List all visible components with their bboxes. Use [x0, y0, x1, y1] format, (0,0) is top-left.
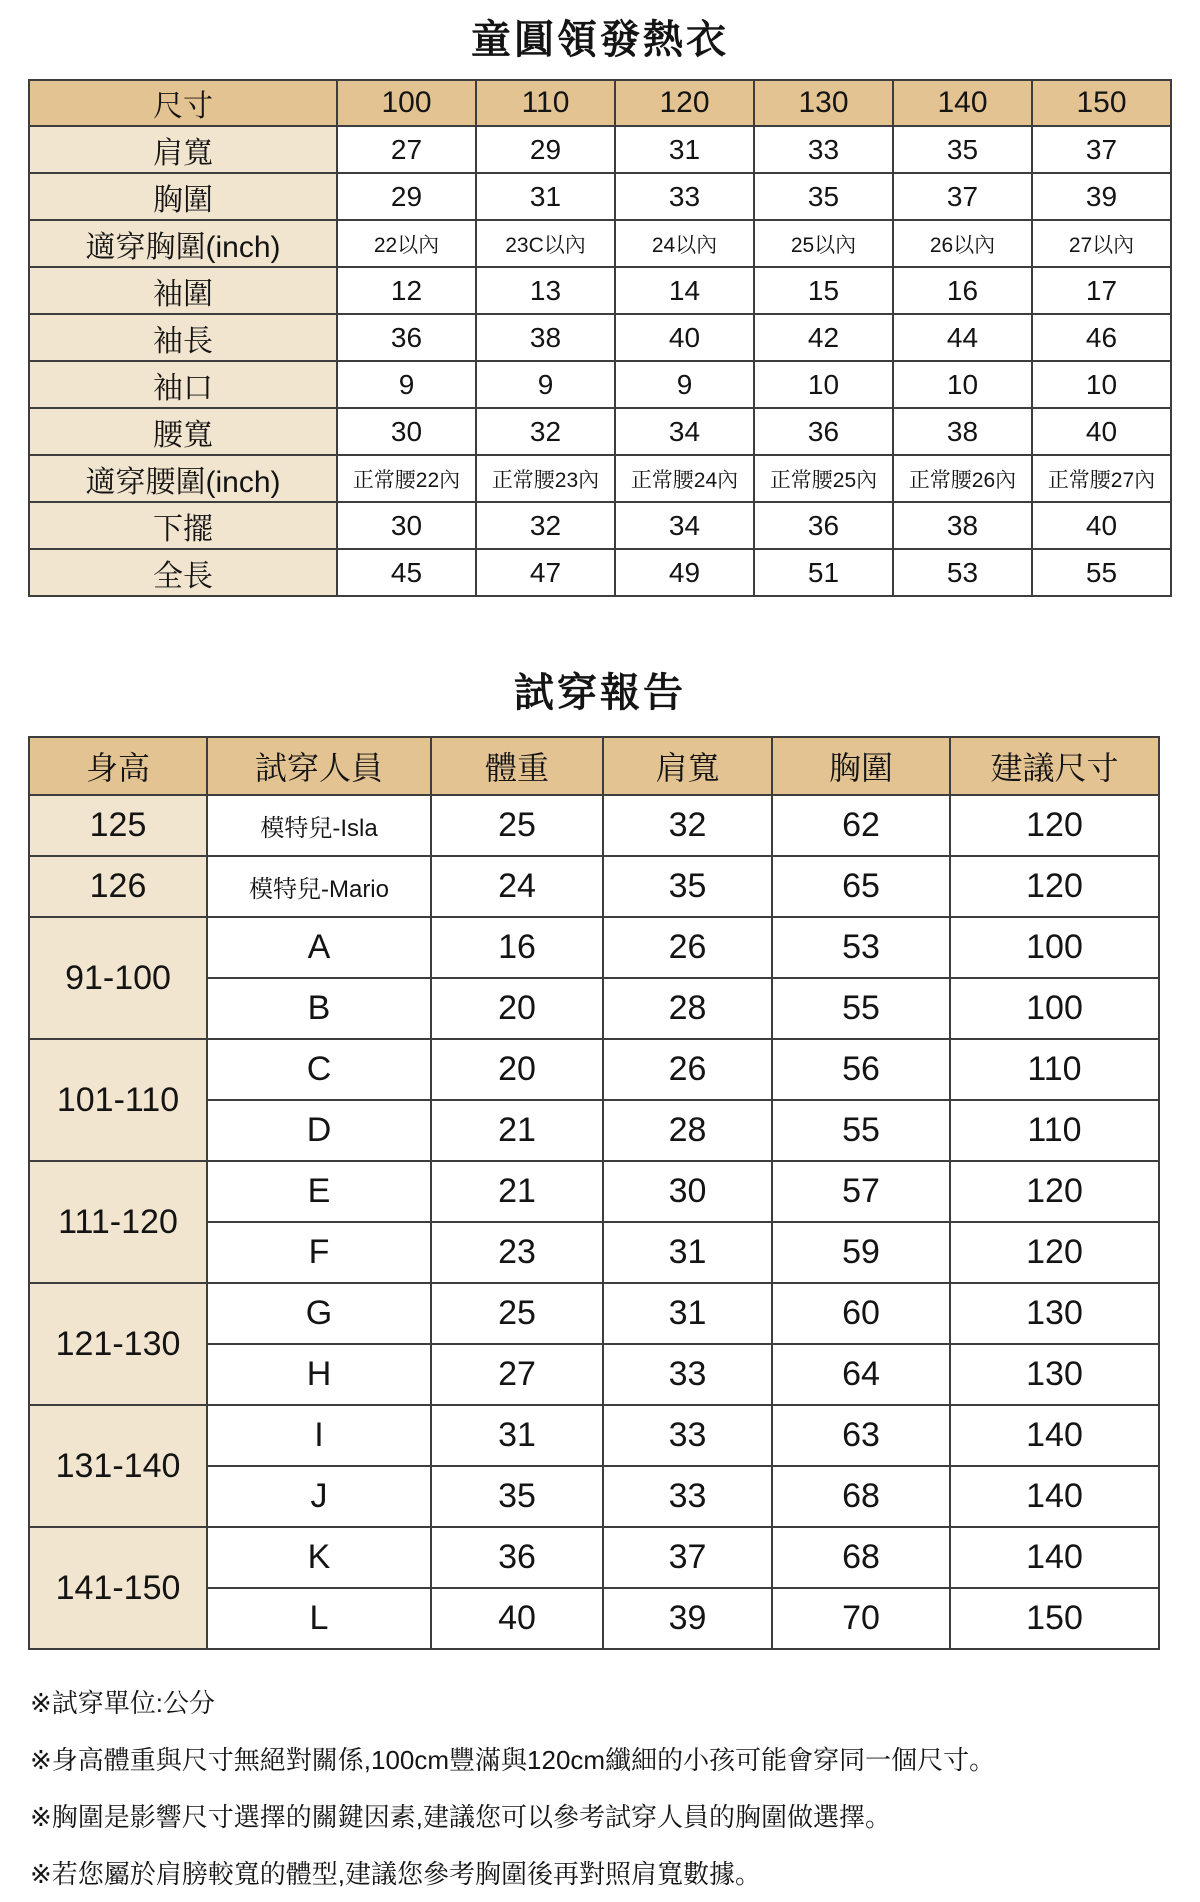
fitting-report-title: 試穿報告: [514, 671, 686, 715]
measure-value: 39: [1032, 173, 1171, 220]
measure-label: 腰寬: [29, 408, 337, 455]
size-chart-table: [28, 79, 1172, 597]
fitting-report-row: [29, 1039, 1159, 1100]
shoulder-width: 39: [603, 1588, 772, 1649]
measure-value: 45: [337, 549, 476, 596]
measure-value: 30: [337, 408, 476, 455]
recommended-size: 120: [950, 1222, 1159, 1283]
chest: 59: [772, 1222, 950, 1283]
fit-column-header: 身高: [29, 737, 207, 795]
size-column-header: 120: [615, 80, 754, 126]
measure-value: 12: [337, 267, 476, 314]
measure-value: 33: [615, 173, 754, 220]
measure-value: 38: [893, 502, 1032, 549]
measure-value: 正常腰25內: [754, 455, 893, 502]
measure-label: 適穿胸圍(inch): [29, 220, 337, 267]
measure-value: 34: [615, 502, 754, 549]
chest: 60: [772, 1283, 950, 1344]
size-column-header: 140: [893, 80, 1032, 126]
measure-value: 正常腰27內: [1032, 455, 1171, 502]
measure-value: 30: [337, 502, 476, 549]
fit-column-header: 肩寬: [603, 737, 772, 795]
recommended-size: 120: [950, 795, 1159, 856]
tester: K: [207, 1527, 431, 1588]
fitting-report-row: [29, 1527, 1159, 1588]
measure-value: 29: [476, 126, 615, 173]
measure-value: 25以內: [754, 220, 893, 267]
chest: 65: [772, 856, 950, 917]
measure-label: 胸圍: [29, 173, 337, 220]
measure-value: 14: [615, 267, 754, 314]
measure-value: 正常腰24內: [615, 455, 754, 502]
measure-value: 55: [1032, 549, 1171, 596]
measure-label: 袖口: [29, 361, 337, 408]
measure-value: 51: [754, 549, 893, 596]
measure-value: 35: [754, 173, 893, 220]
fit-column-header: 試穿人員: [207, 737, 431, 795]
measure-value: 27以內: [1032, 220, 1171, 267]
weight: 20: [431, 978, 603, 1039]
height-range: 141-150: [29, 1527, 207, 1649]
measure-value: 37: [1032, 126, 1171, 173]
recommended-size: 140: [950, 1405, 1159, 1466]
measure-label: 袖圍: [29, 267, 337, 314]
measure-value: 31: [615, 126, 754, 173]
weight: 35: [431, 1466, 603, 1527]
chest: 68: [772, 1466, 950, 1527]
tester: F: [207, 1222, 431, 1283]
tester: 模特兒-Isla: [207, 795, 431, 856]
measure-value: 33: [754, 126, 893, 173]
recommended-size: 110: [950, 1100, 1159, 1161]
measure-label: 肩寬: [29, 126, 337, 173]
shoulder-width: 26: [603, 917, 772, 978]
measure-value: 22以內: [337, 220, 476, 267]
measure-value: 26以內: [893, 220, 1032, 267]
weight: 20: [431, 1039, 603, 1100]
measure-value: 10: [893, 361, 1032, 408]
size-chart-row: [29, 408, 1171, 455]
chest: 55: [772, 978, 950, 1039]
measure-value: 正常腰26內: [893, 455, 1032, 502]
recommended-size: 130: [950, 1344, 1159, 1405]
fitting-report-row: [29, 856, 1159, 917]
size-chart-row: [29, 361, 1171, 408]
weight: 25: [431, 795, 603, 856]
height-range: 126: [29, 856, 207, 917]
measure-value: 10: [754, 361, 893, 408]
size-chart-corner-header: 尺寸: [29, 80, 337, 126]
size-column-header: 150: [1032, 80, 1171, 126]
footnotes-section: [28, 1686, 1172, 1891]
size-chart-row: [29, 455, 1171, 502]
measure-label: 下擺: [29, 502, 337, 549]
size-column-header: 100: [337, 80, 476, 126]
measure-value: 17: [1032, 267, 1171, 314]
recommended-size: 130: [950, 1283, 1159, 1344]
height-range: 121-130: [29, 1283, 207, 1405]
size-chart-header-row: [29, 80, 1171, 126]
chest: 63: [772, 1405, 950, 1466]
footnote-shoulder: ※若您屬於肩膀較寬的體型,建議您參考胸圍後再對照肩寬數據。: [30, 1859, 762, 1889]
size-chart-row: [29, 220, 1171, 267]
shoulder-width: 37: [603, 1527, 772, 1588]
measure-value: 53: [893, 549, 1032, 596]
tester: C: [207, 1039, 431, 1100]
weight: 31: [431, 1405, 603, 1466]
shoulder-width: 30: [603, 1161, 772, 1222]
measure-value: 31: [476, 173, 615, 220]
measure-label: 全長: [29, 549, 337, 596]
fitting-report-row: [29, 1161, 1159, 1222]
chest: 53: [772, 917, 950, 978]
size-column-header: 110: [476, 80, 615, 126]
chest: 64: [772, 1344, 950, 1405]
measure-value: 40: [1032, 408, 1171, 455]
tester: H: [207, 1344, 431, 1405]
height-range: 111-120: [29, 1161, 207, 1283]
recommended-size: 140: [950, 1466, 1159, 1527]
measure-value: 27: [337, 126, 476, 173]
shoulder-width: 33: [603, 1405, 772, 1466]
chest: 70: [772, 1588, 950, 1649]
measure-value: 9: [476, 361, 615, 408]
measure-value: 36: [337, 314, 476, 361]
measure-value: 15: [754, 267, 893, 314]
size-chart-row: [29, 502, 1171, 549]
measure-value: 29: [337, 173, 476, 220]
measure-value: 49: [615, 549, 754, 596]
chest: 55: [772, 1100, 950, 1161]
weight: 23: [431, 1222, 603, 1283]
measure-value: 44: [893, 314, 1032, 361]
fitting-report-row: [29, 795, 1159, 856]
shoulder-width: 33: [603, 1466, 772, 1527]
measure-value: 32: [476, 502, 615, 549]
measure-value: 40: [615, 314, 754, 361]
measure-value: 35: [893, 126, 1032, 173]
weight: 36: [431, 1527, 603, 1588]
tester: 模特兒-Mario: [207, 856, 431, 917]
weight: 16: [431, 917, 603, 978]
shoulder-width: 35: [603, 856, 772, 917]
chest: 56: [772, 1039, 950, 1100]
shoulder-width: 31: [603, 1283, 772, 1344]
fit-column-header: 建議尺寸: [950, 737, 1159, 795]
tester: L: [207, 1588, 431, 1649]
weight: 24: [431, 856, 603, 917]
weight: 40: [431, 1588, 603, 1649]
shoulder-width: 28: [603, 1100, 772, 1161]
measure-value: 34: [615, 408, 754, 455]
fitting-report-header-row: [29, 737, 1159, 795]
tester: A: [207, 917, 431, 978]
page-title: 童圓領發熱衣: [471, 18, 729, 62]
fit-column-header: 胸圍: [772, 737, 950, 795]
measure-value: 42: [754, 314, 893, 361]
shoulder-width: 33: [603, 1344, 772, 1405]
shoulder-width: 28: [603, 978, 772, 1039]
measure-value: 36: [754, 408, 893, 455]
tester: I: [207, 1405, 431, 1466]
measure-value: 23C以內: [476, 220, 615, 267]
tester: G: [207, 1283, 431, 1344]
tester: D: [207, 1100, 431, 1161]
measure-value: 37: [893, 173, 1032, 220]
measure-value: 38: [893, 408, 1032, 455]
fitting-report-row: [29, 1283, 1159, 1344]
size-column-header: 130: [754, 80, 893, 126]
recommended-size: 150: [950, 1588, 1159, 1649]
size-chart-row: [29, 173, 1171, 220]
weight: 21: [431, 1100, 603, 1161]
shoulder-width: 31: [603, 1222, 772, 1283]
measure-value: 38: [476, 314, 615, 361]
measure-value: 正常腰22內: [337, 455, 476, 502]
tester: J: [207, 1466, 431, 1527]
fitting-report-row: [29, 1405, 1159, 1466]
weight: 25: [431, 1283, 603, 1344]
weight: 27: [431, 1344, 603, 1405]
recommended-size: 110: [950, 1039, 1159, 1100]
size-chart-row: [29, 549, 1171, 596]
chest: 62: [772, 795, 950, 856]
measure-value: 36: [754, 502, 893, 549]
size-chart-row: [29, 267, 1171, 314]
chest: 57: [772, 1161, 950, 1222]
measure-value: 32: [476, 408, 615, 455]
measure-label: 袖長: [29, 314, 337, 361]
recommended-size: 120: [950, 1161, 1159, 1222]
footnote-height-weight: ※身高體重與尺寸無絕對關係,100cm豐滿與120cm纖細的小孩可能會穿同一個尺寸。: [30, 1745, 996, 1775]
height-range: 101-110: [29, 1039, 207, 1161]
fitting-report-table: [28, 736, 1160, 1650]
measure-value: 10: [1032, 361, 1171, 408]
recommended-size: 100: [950, 917, 1159, 978]
height-range: 131-140: [29, 1405, 207, 1527]
measure-value: 9: [337, 361, 476, 408]
height-range: 125: [29, 795, 207, 856]
measure-value: 24以內: [615, 220, 754, 267]
recommended-size: 140: [950, 1527, 1159, 1588]
measure-value: 46: [1032, 314, 1171, 361]
tester: B: [207, 978, 431, 1039]
size-chart-row: [29, 126, 1171, 173]
chest: 68: [772, 1527, 950, 1588]
height-range: 91-100: [29, 917, 207, 1039]
measure-value: 47: [476, 549, 615, 596]
measure-label: 適穿腰圍(inch): [29, 455, 337, 502]
tester: E: [207, 1161, 431, 1222]
weight: 21: [431, 1161, 603, 1222]
measure-value: 40: [1032, 502, 1171, 549]
shoulder-width: 32: [603, 795, 772, 856]
shoulder-width: 26: [603, 1039, 772, 1100]
measure-value: 9: [615, 361, 754, 408]
recommended-size: 100: [950, 978, 1159, 1039]
fitting-report-row: [29, 917, 1159, 978]
measure-value: 正常腰23內: [476, 455, 615, 502]
size-chart-row: [29, 314, 1171, 361]
measure-value: 13: [476, 267, 615, 314]
fit-column-header: 體重: [431, 737, 603, 795]
recommended-size: 120: [950, 856, 1159, 917]
footnote-chest: ※胸圍是影響尺寸選擇的關鍵因素,建議您可以參考試穿人員的胸圍做選擇。: [30, 1802, 892, 1832]
footnote-units: ※試穿單位:公分: [30, 1688, 216, 1718]
measure-value: 16: [893, 267, 1032, 314]
